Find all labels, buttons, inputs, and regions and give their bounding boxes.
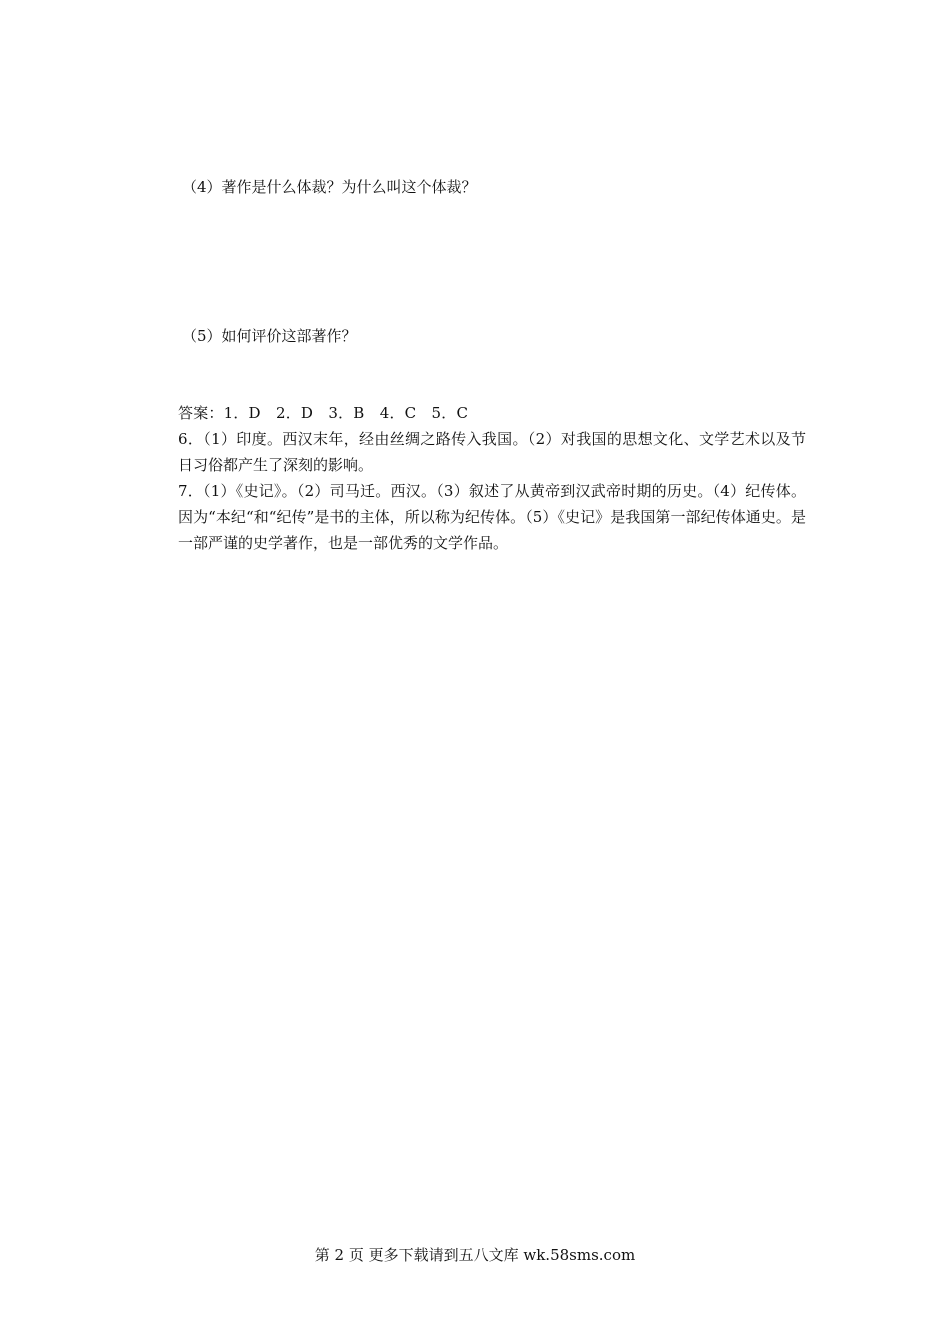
answer-summary: 答案：1．D 2．D 3．B 4．C 5．C	[178, 404, 469, 422]
page-footer: 第 2 页 更多下载请到五八文库 wk.58sms.com	[314, 1246, 636, 1264]
answer-section	[144, 400, 806, 556]
question-4-text: （4）著作是什么体裁？为什么叫这个体裁？	[182, 178, 477, 196]
question-5-text: （5）如何评价这部著作？	[182, 327, 357, 345]
answer-item-6: 6．（1）印度。西汉末年，经由丝绸之路传入我国。（2）对我国的思想文化、文学艺术以及节日习俗都产生了深刻的影响。	[178, 430, 806, 474]
answer-item-7: 7．（1）《史记》。（2）司马迁。西汉。（3）叙述了从黄帝到汉武帝时期的历史。（4）纪传体。因为“本纪“和“纪传”是书的主体，所以称为纪传体。（5）《史记》是我国第一部纪传体通史。是一部严谨的史学著作，也是一部优秀的文学作品。	[178, 482, 806, 552]
